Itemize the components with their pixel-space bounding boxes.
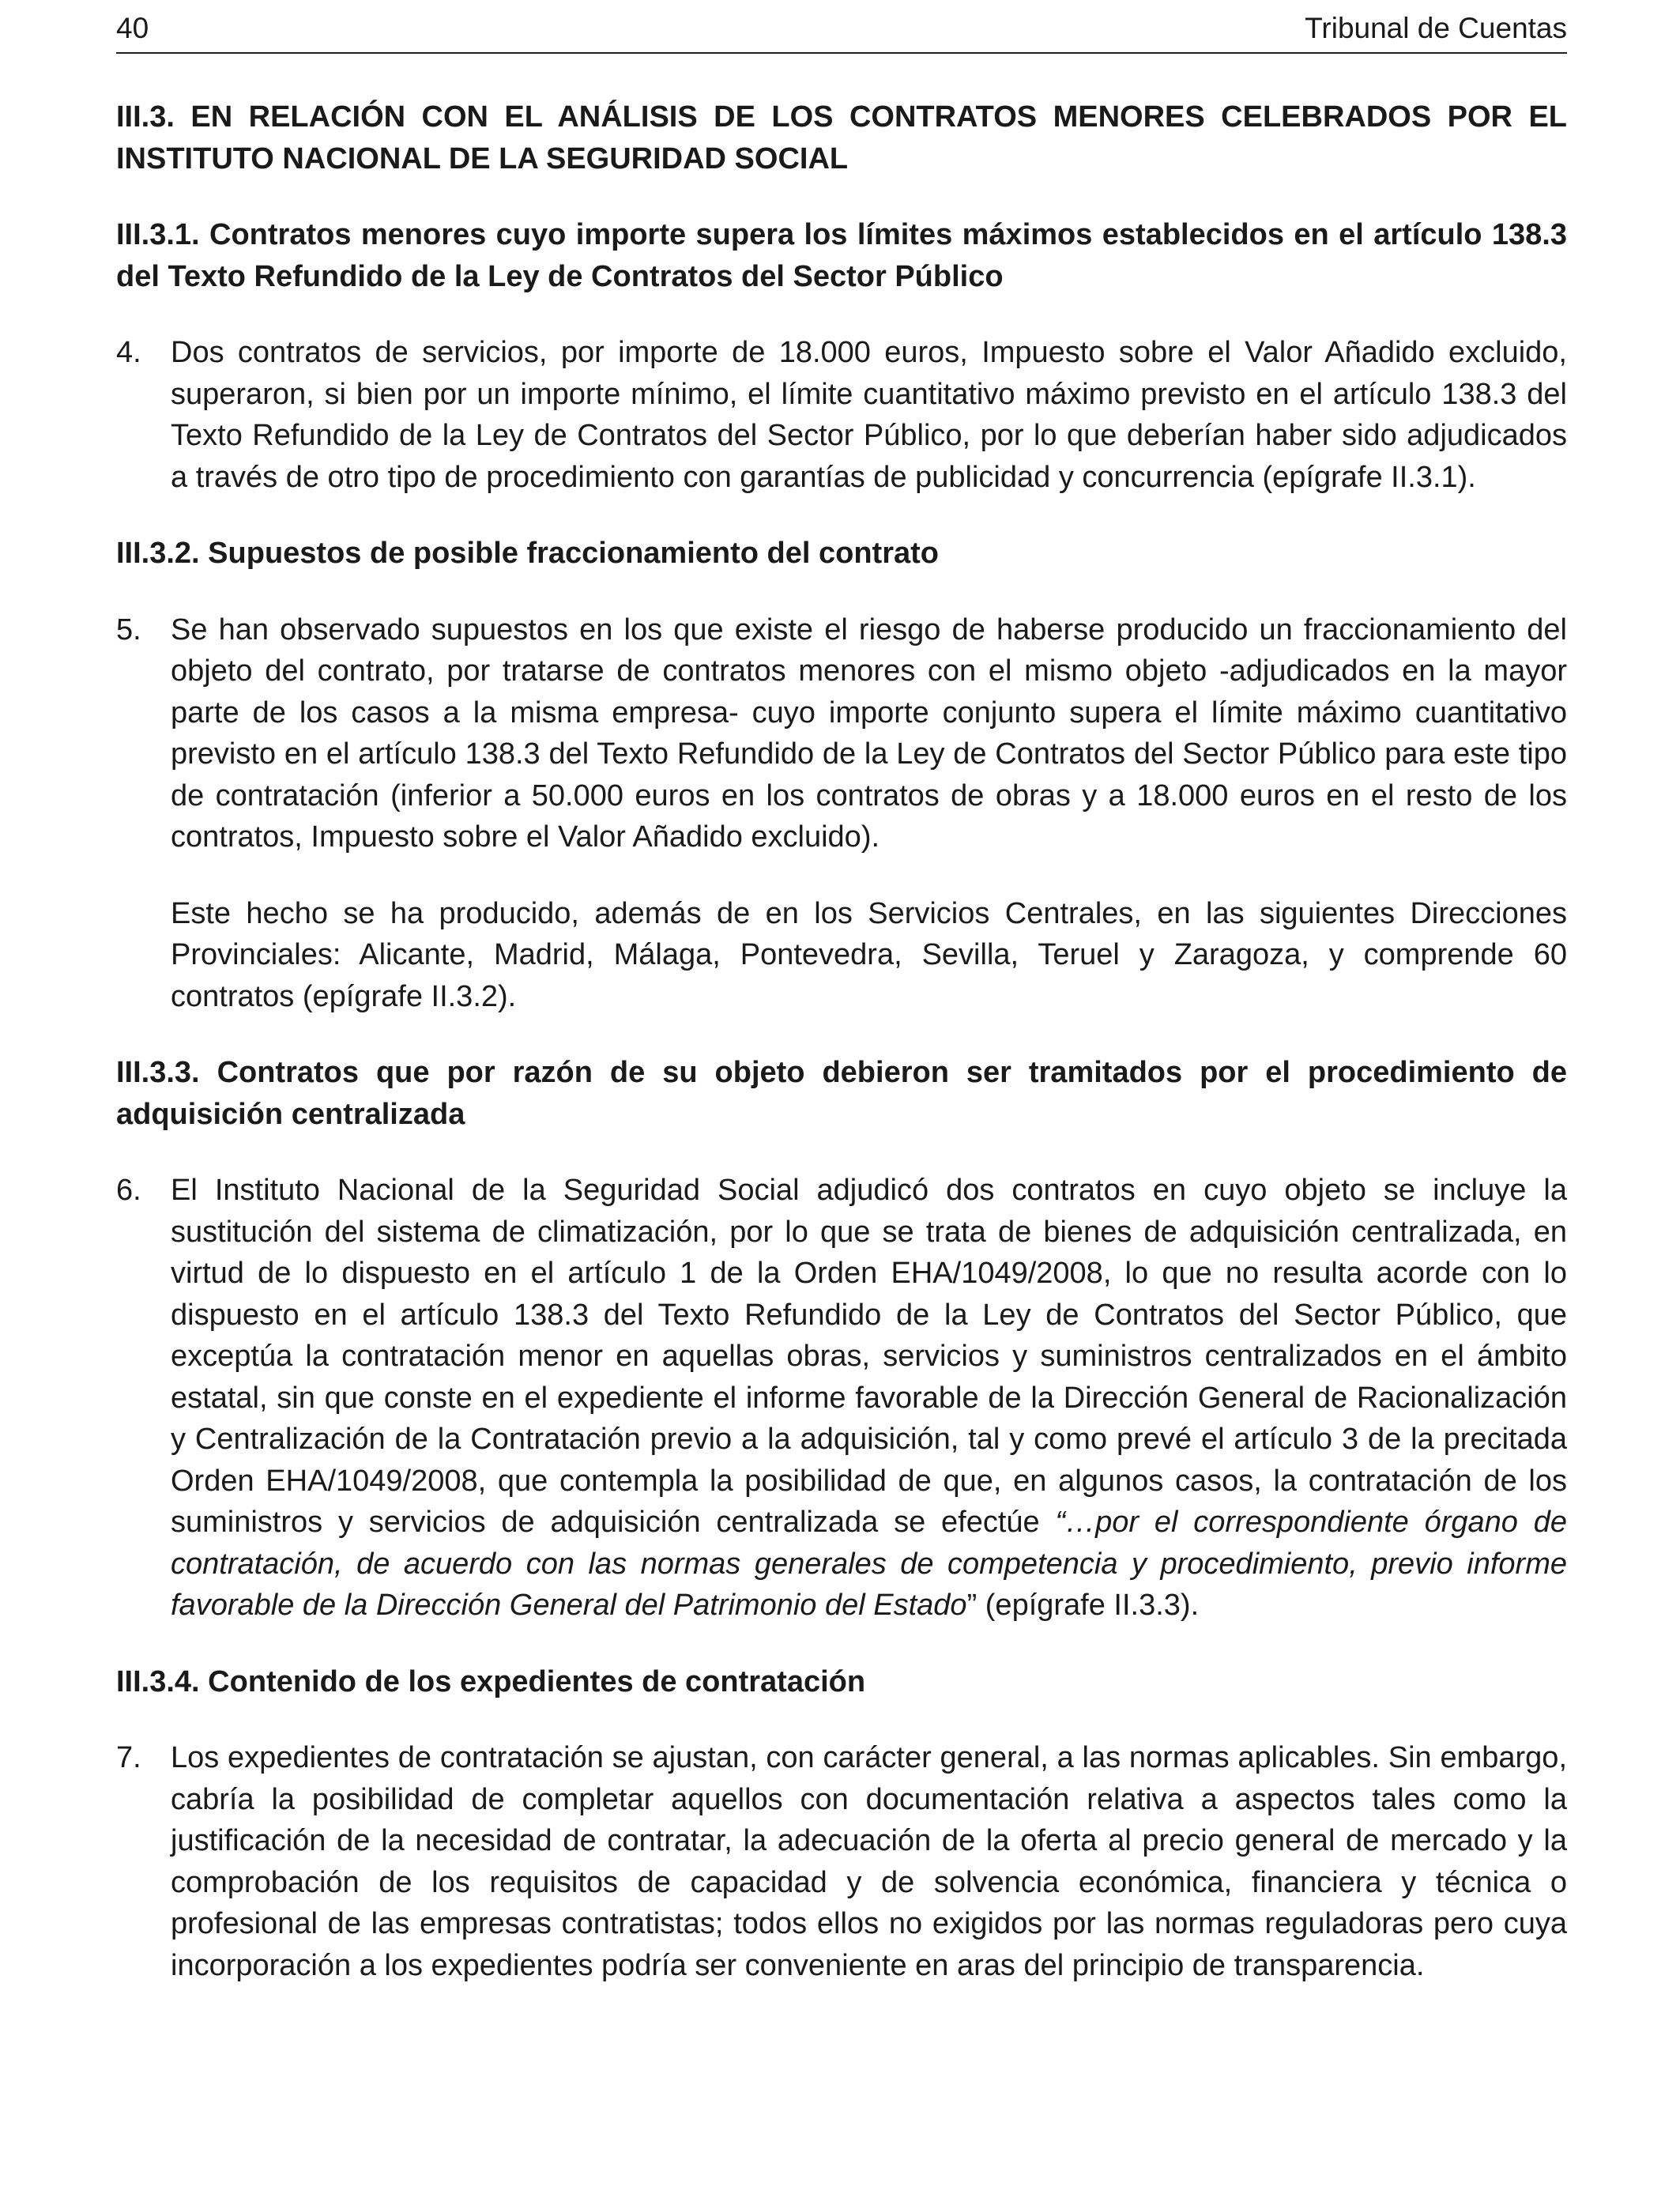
subsection-heading: III.3.1. Contratos menores cuyo importe supera los límites máximos establecidos en el artículo 138.3 del Texto Refundido de la Ley de Contratos del Sector Público — [116, 218, 1567, 293]
numbered-paragraph — [116, 1170, 1567, 1627]
running-header — [116, 0, 1567, 54]
numbered-paragraph — [116, 1737, 1567, 1986]
paragraph-text: Se han observado supuestos en los que existe el riesgo de haberse producido un fraccionamiento del objeto del contrato, por tratarse de contratos menores con el mismo objeto -adjudicados en la mayor parte de los casos a la misma empresa- cuyo importe conjunto supera el límite máximo cuantitativo previsto en el artículo 138.3 del Texto Refundido de la Ley de Contratos del Sector Público para este tipo de contratación (inferior a 50.000 euros en los contratos de obras y a 18.000 euros en el resto de los contratos, Impuesto sobre el Valor Añadido excluido). — [171, 613, 1567, 854]
document-page — [116, 0, 1567, 2021]
paragraph-text: Este hecho se ha producido, además de en los Servicios Centrales, en las siguientes Direcciones Provinciales: Alicante, Madrid, Málaga, Pontevedra, Sevilla, Teruel y Zaragoza, y comprende 60 contratos (epígrafe II.3.2). — [171, 896, 1567, 1013]
quoted-text: “…por el correspondiente órgano de contratación, de acuerdo con las normas generales de competencia y procedimiento, previo informe favorable de la Dirección General del Patrimonio del Estado — [171, 1506, 1567, 1622]
paragraph-text-after-quote: ” (epígrafe II.3.3). — [966, 1589, 1200, 1622]
paragraph-number: 5. — [116, 613, 141, 647]
page-number: 40 — [116, 12, 149, 44]
paragraph-number: 4. — [116, 336, 141, 369]
paragraph-body — [171, 1737, 1567, 1986]
paragraph-text: Dos contratos de servicios, por importe de 18.000 euros, Impuesto sobre el Valor Añadido excluido, superaron, si bien por un importe mínimo, el límite cuantitativo máximo previsto en el artículo 138.3 del Texto Refundido de la Ley de Contratos del Sector Público, por lo que deberían haber sido adjudicados a través de otro tipo de procedimiento con garantías de publicidad y concurrencia (epígrafe II.3.1). — [171, 336, 1567, 494]
document-body — [116, 96, 1567, 1986]
paragraph-text-before-quote: El Instituto Nacional de la Seguridad Social adjudicó dos contratos en cuyo objeto se incluye la sustitución del sistema de climatización, por lo que se trata de bienes de adquisición centralizada, en virtud de lo dispuesto en el artículo 1 de la Orden EHA/1049/2008, lo que no resulta acorde con lo dispuesto en el artículo 138.3 del Texto Refundido de la Ley de Contratos del Sector Público, que exceptúa la contratación menor en aquellas obras, servicios y suministros centralizados en el ámbito estatal, sin que conste en el expediente el informe favorable de la Dirección General de Racionalización y Centralización de la Contratación previo a la adquisición, tal y como prevé el artículo 3 de la precitada Orden EHA/1049/2008, que contempla la posibilidad de que, en algunos casos, la contratación de los suministros y servicios de adquisición centralizada se efectúe — [171, 1174, 1567, 1539]
subsection-heading: III.3.4. Contenido de los expedientes de contratación — [116, 1664, 866, 1698]
section-heading: III.3. EN RELACIÓN CON EL ANÁLISIS DE LOS CONTRATOS MENORES CELEBRADOS POR EL INSTITUTO NACIONAL DE LA SEGURIDAD SOCIAL — [116, 100, 1567, 175]
subsection-heading: III.3.2. Supuestos de posible fraccionamiento del contrato — [116, 537, 939, 570]
numbered-paragraph — [116, 332, 1567, 498]
subsection-heading: III.3.3. Contratos que por razón de su objeto debieron ser tramitados por el procedimiento de adquisición centralizada — [116, 1056, 1567, 1131]
numbered-paragraph — [116, 609, 1567, 1018]
paragraph-body — [171, 332, 1567, 498]
header-title: Tribunal de Cuentas — [1305, 12, 1567, 44]
paragraph-body — [171, 609, 1567, 1018]
paragraph-text — [171, 1170, 1567, 1627]
paragraph-number: 7. — [116, 1741, 141, 1774]
paragraph-body — [171, 1170, 1567, 1627]
paragraph-number: 6. — [116, 1174, 141, 1207]
paragraph-text: Los expedientes de contratación se ajustan, con carácter general, a las normas aplicables. Sin embargo, cabría la posibilidad de completar aquellos con documentación relativa a aspectos tales como la justificación de la necesidad de contratar, la adecuación de la oferta al precio general de mercado y la comprobación de los requisitos de capacidad y de solvencia económica, financiera y técnica o profesional de las empresas contratistas; todos ellos no exigidos por las normas reguladoras pero cuya incorporación a los expedientes podría ser conveniente en aras del principio de transparencia. — [171, 1741, 1567, 1982]
